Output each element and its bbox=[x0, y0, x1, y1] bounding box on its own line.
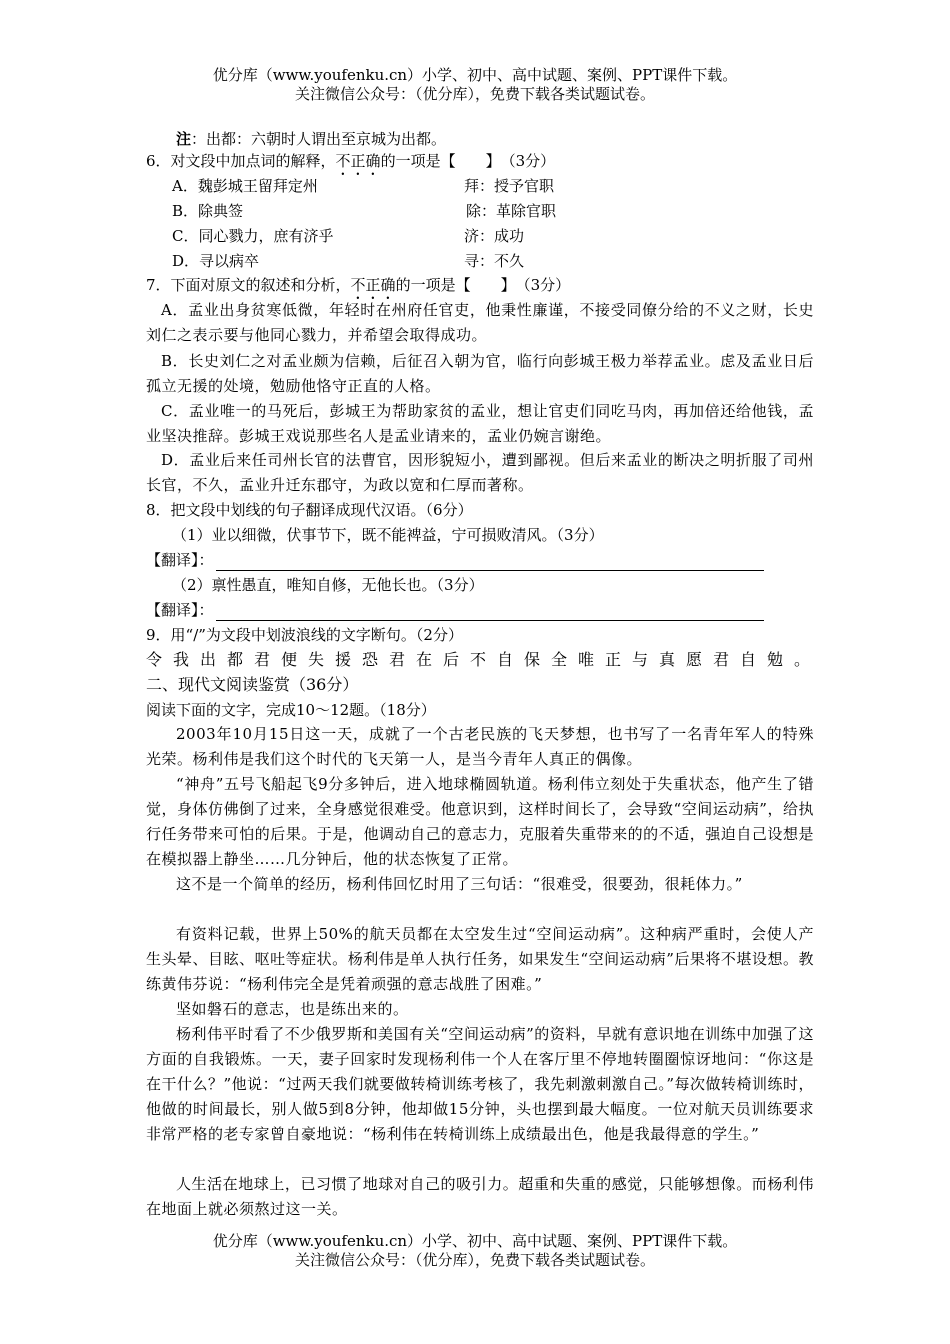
passage-p1: 2003年10月15日这一天，成就了一个古老民族的飞天梦想，也书写了一名青年军人的特殊光荣。杨利伟是我们这个时代的飞天第一人，是当今青年人真正的偶像。 bbox=[146, 725, 814, 768]
note-label: 注 bbox=[176, 130, 192, 148]
q7-pre: 7．下面对原文的叙述和分析， bbox=[146, 276, 351, 294]
q7-emphasis: 不正确 bbox=[350, 276, 396, 294]
note-text: ：出都：六朝时人谓出至京城为出都。 bbox=[191, 130, 447, 148]
q6-option-b: B．除典签 bbox=[172, 202, 244, 220]
header-line-1: 优分库（www.youfenku.cn）小学、初中、高中试题、案例、PPT课件下载。 bbox=[212, 66, 738, 84]
section2-title: 二、现代文阅读鉴赏（36分） bbox=[146, 675, 359, 694]
q8-translate-1 bbox=[146, 549, 826, 571]
q6-option-c-def: 济：成功 bbox=[464, 227, 525, 245]
q6-option-c: C．同心戮力，庶有济乎 bbox=[172, 227, 334, 245]
page-header bbox=[0, 66, 950, 104]
translate-answer-line-1[interactable] bbox=[216, 554, 764, 571]
translate-label-1: 【翻译】： bbox=[146, 551, 214, 569]
q6-pre: 6．对文段中加点词的解释， bbox=[146, 152, 336, 170]
translate-label-2: 【翻译】： bbox=[146, 601, 214, 619]
q7-option-c: C．孟业唯一的马死后，彭城王为帮助家贫的孟业，想让官吏们同吃马肉，再加倍还给他钱，孟业坚决推辞。彭城王戏说那些名人是孟业请来的，孟业仍婉言谢绝。 bbox=[146, 402, 814, 445]
note-line bbox=[176, 128, 856, 150]
q9-text: 令我出都君便失援恐君在后不自保全唯正与真愿君自勉。 bbox=[146, 650, 822, 669]
q6-option-d: D．寻以病卒 bbox=[172, 252, 260, 270]
passage-p3: 这不是一个简单的经历，杨利伟回忆时用了三句话：“很难受，很要劲，很耗体力。” bbox=[176, 875, 743, 893]
translate-answer-line-2[interactable] bbox=[216, 604, 764, 621]
header-line-2: 关注微信公众号：（优分库），免费下载各类试题试卷。 bbox=[294, 85, 655, 103]
q7-option-a: A．孟业出身贫寒低微，年轻时在州府任官吏，他秉性廉谨，不接受同僚分给的不义之财，长史刘仁之表示要与他同心戮力，并希望会取得成功。 bbox=[146, 301, 814, 344]
q8-sentence-2: （2）禀性愚直，唯知自修，无他长也。（3分） bbox=[172, 576, 484, 594]
q7-option-b: B．长史刘仁之对孟业颇为信赖，后征召入朝为官，临行向彭城王极力举荐孟业。虑及孟业日后孤立无援的处境，勉励他恪守正直的人格。 bbox=[146, 352, 814, 395]
footer-line-2: 关注微信公众号：（优分库），免费下载各类试题试卷。 bbox=[294, 1251, 655, 1269]
q6-option-b-def: 除：革除官职 bbox=[466, 202, 557, 220]
passage-p5: 坚如磐石的意志，也是练出来的。 bbox=[176, 1000, 409, 1018]
section2-intro: 阅读下面的文字，完成10～12题。（18分） bbox=[146, 701, 436, 719]
page-footer bbox=[0, 1232, 950, 1270]
q8-title: 8．把文段中划线的句子翻译成现代汉语。（6分） bbox=[146, 501, 473, 519]
q7-post: 的一项是【 】 （3分） bbox=[395, 276, 571, 294]
q9-title: 9．用“/”为文段中划波浪线的文字断句。（2分） bbox=[146, 626, 463, 644]
footer-line-1: 优分库（www.youfenku.cn）小学、初中、高中试题、案例、PPT课件下载。 bbox=[212, 1232, 738, 1250]
q8-translate-2 bbox=[146, 599, 826, 621]
q6-post: 的一项是【 】 （3分） bbox=[380, 152, 556, 170]
passage-p7: 人生活在地球上，已习惯了地球对自己的吸引力。超重和失重的感觉，只能够想像。而杨利伟在地面上就必须熬过这一关。 bbox=[146, 1175, 814, 1218]
passage-p2: “神舟”五号飞船起飞9分多钟后，进入地球椭圆轨道。杨利伟立刻处于失重状态，他产生了错觉，身体仿佛倒了过来，全身感觉很难受。他意识到，这样时间长了，会导致“空间运动病”，给执行任务带来可怕的后果。于是，他调动自己的意志力，克服着失重带来的的不适，强迫自己设想是在模拟器上静坐……几分钟后，他的状态恢复了正常。 bbox=[146, 775, 814, 868]
q6-option-a: A．魏彭城王留拜定州 bbox=[172, 177, 318, 195]
q6-option-d-def: 寻：不久 bbox=[464, 252, 525, 270]
q6-option-a-def: 拜：授予官职 bbox=[464, 177, 555, 195]
passage-p4: 有资料记载，世界上50%的航天员都在太空发生过“空间运动病”。这种病严重时，会使人产生头晕、目眩、呕吐等症状。杨利伟是单人执行任务，如果发生“空间运动病”后果将不堪设想。教练黄伟芬说：“杨利伟完全是凭着顽强的意志战胜了困难。” bbox=[146, 925, 814, 993]
q8-sentence-1: （1）业以细微，伏事节下，既不能裨益，宁可损败清风。（3分） bbox=[172, 526, 604, 544]
q6-emphasis: 不正确 bbox=[335, 152, 381, 170]
passage-p6: 杨利伟平时看了不少俄罗斯和美国有关“空间运动病”的资料，早就有意识地在训练中加强了这方面的自我锻炼。一天，妻子回家时发现杨利伟一个人在客厅里不停地转圈圈惊讶地问：“你这是在干什么？”他说：“过两天我们就要做转椅训练考核了，我先刺激刺激自己。”每次做转椅训练时，他做的时间最长，别人做5到8分钟，他却做15分钟，头也摆到最大幅度。一位对航天员训练要求非常严格的老专家曾自豪地说：“杨利伟在转椅训练上成绩最出色，他是我最得意的学生。” bbox=[146, 1025, 815, 1143]
q7-option-d: D．孟业后来任司州长官的法曹官，因形貌短小，遭到鄙视。但后来孟业的断决之明折服了司州长官，不久，孟业升迁东郡守，为政以宽和仁厚而著称。 bbox=[146, 451, 814, 494]
